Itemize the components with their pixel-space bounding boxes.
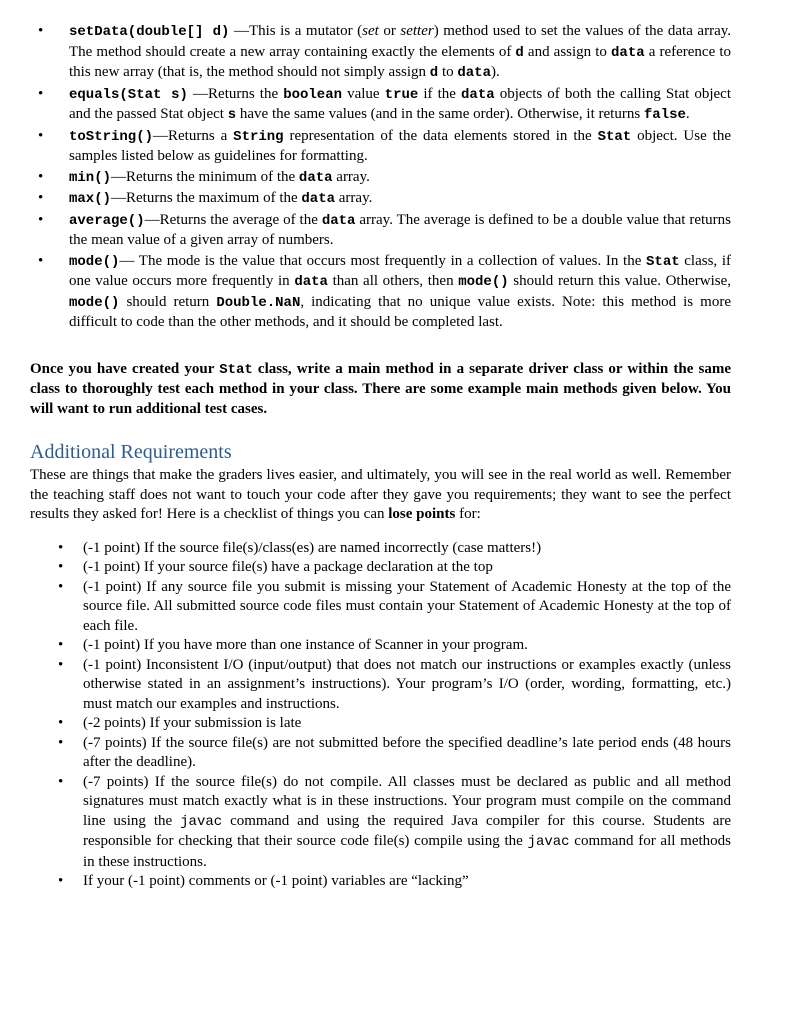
method-signature: max() — [69, 191, 112, 207]
method-signature: average() — [69, 212, 145, 229]
method-list — [30, 22, 731, 333]
method-signature: toString() — [69, 128, 154, 145]
testing-instructions: Once you have created your Stat class, write a main method in a separate driver class or within the same class to thoroughly test each method in your class. There are some example main methods given below. You will want to run additional test cases. — [30, 360, 731, 417]
list-item-average: • average()—Returns the average of the data array. The average is defined to be a double value that returns the mean value of a given array of numbers. — [30, 211, 731, 251]
list-item-max: • max()—Returns the maximum of the data array. — [30, 189, 731, 210]
list-item: • (-1 point) If your source file(s) have a package declaration at the top — [30, 558, 731, 578]
additional-requirements-intro: These are things that make the graders lives easier, and ultimately, you will see in the real world as well. Remember the teaching staff does not want to touch your code after they gave you requirements; they want to see the perfect results they asked for! Here is a checklist of things you can lose points for: — [30, 467, 731, 522]
list-item-tostring: • toString()—Returns a String representation of the data elements stored in the Stat object. Use the samples listed below as guidelines for formatting. — [30, 127, 731, 167]
list-item: • (-1 point) Inconsistent I/O (input/output) that does not match our instructions or examples exactly (unless otherwise stated in an assignment’s instructions). Your program’s I/O (order, wording, formatting, etc.) must match our examples and instructions. — [30, 656, 731, 715]
list-item: • (-1 point) If the source file(s)/class(es) are named incorrectly (case matters!) — [30, 539, 731, 559]
list-item-compile: • (-7 points) If the source file(s) do not compile. All classes must be declared as public and all method signatures must match exactly what is in these instructions. Your program must compile on the command line using the javac command and using the required Java compiler for this course. Students are responsible for checking that their source code file(s) compile using the javac command for all methods in these instructions. — [30, 773, 731, 873]
list-item: • (-1 point) If you have more than one instance of Scanner in your program. — [30, 636, 731, 656]
list-item: • (-7 points) If the source file(s) are not submitted before the specified deadline’s late period ends (48 hours after the deadline). — [30, 734, 731, 773]
list-item-mode: • mode()— The mode is the value that occurs most frequently in a collection of values. In the Stat class, if one value occurs more frequently in data than all others, then mode() should return this value. Otherwise, mode() should return Double.NaN, indicating that no unique value exists. Note: this method is more difficult to code than the other methods, and it should be completed last. — [30, 252, 731, 333]
list-item: • (-2 points) If your submission is late — [30, 714, 731, 734]
list-item-setdata: • setData(double[] d) —This is a mutator (set or setter) method used to set the values of the data array. The method should create a new array containing exactly the elements of d and assign to data a reference to this new array (that is, the method should not simply assign d to data). — [30, 22, 731, 84]
list-item-min: • min()—Returns the minimum of the data array. — [30, 168, 731, 189]
list-item: • If your (-1 point) comments or (-1 point) variables are “lacking” — [30, 872, 731, 892]
penalty-checklist — [30, 539, 731, 892]
section-heading-additional-requirements: Additional Requirements — [30, 441, 232, 463]
list-item: • (-1 point) If any source file you submit is missing your Statement of Academic Honesty at the top of the source file. All submitted source code files must contain your Statement of Academic Honesty at the top of each file. — [30, 578, 731, 637]
method-signature: setData(double[] d) — [69, 24, 230, 40]
method-signature: equals(Stat s) — [69, 86, 188, 103]
list-item-equals: • equals(Stat s) —Returns the boolean value true if the data objects of both the calling Stat object and the passed Stat object s have the same values (and in the same order). Otherwise, it returns false. — [30, 85, 731, 126]
method-signature: mode() — [69, 253, 120, 270]
method-signature: min() — [69, 169, 112, 186]
